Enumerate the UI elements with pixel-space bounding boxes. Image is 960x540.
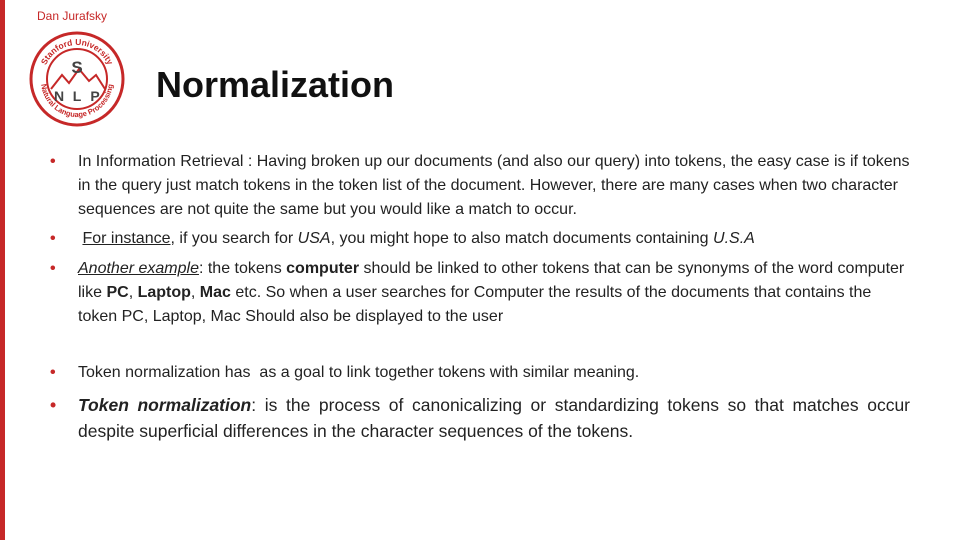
text-run: , if you search for bbox=[170, 230, 298, 247]
lead-phrase: Token normalization bbox=[78, 395, 252, 415]
text-run: , you might hope to also match documents containing bbox=[330, 230, 714, 247]
term-mac: Mac bbox=[199, 284, 231, 301]
term-computer: computer bbox=[286, 260, 360, 277]
left-accent-bar bbox=[0, 0, 5, 540]
term-laptop: Laptop bbox=[137, 284, 191, 301]
term-usa: USA bbox=[297, 230, 331, 247]
svg-text:L: L bbox=[72, 88, 82, 104]
bullet-text: In Information Retrieval : Having broken up our documents (and also our query) into tokens, the easy case is if tokens in the query just match tokens in the token list of the document. However, there are many cases when two character sequences are not quite the same but you would like a match to occur. bbox=[78, 153, 910, 218]
lead-phrase: For instance bbox=[82, 230, 171, 247]
slide-title: Normalization bbox=[156, 64, 395, 105]
bullet-dot: • bbox=[50, 364, 56, 381]
bullet-list bbox=[50, 150, 910, 444]
text-run: : the tokens bbox=[198, 260, 287, 277]
svg-text:Natural Language Processing: Natural Language Processing bbox=[39, 83, 115, 120]
svg-text:N: N bbox=[53, 88, 65, 104]
text-run: should be linked to other tokens that can be synonyms of the word computer like bbox=[78, 260, 905, 301]
stanford-nlp-logo-icon bbox=[29, 31, 125, 127]
bullet-text bbox=[78, 230, 755, 247]
svg-text:S: S bbox=[71, 58, 83, 77]
text-run: , bbox=[128, 284, 138, 301]
bullet-item bbox=[50, 227, 910, 251]
bullet-item bbox=[50, 257, 910, 329]
bullet-text bbox=[78, 395, 910, 441]
bullet-dot: • bbox=[50, 260, 56, 277]
bullet-dot: • bbox=[50, 153, 56, 170]
bullet-item bbox=[50, 150, 910, 222]
term-usa-dots: U.S.A bbox=[713, 230, 755, 247]
bullet-dot: • bbox=[50, 230, 56, 247]
bullet-text: Token normalization has as a goal to link together tokens with similar meaning. bbox=[78, 364, 640, 381]
text-run: etc. So when a user searches for Computer the results of the documents that contains the token PC, Laptop, Mac Should also be displayed to the user bbox=[78, 284, 872, 325]
term-pc: PC bbox=[106, 284, 129, 301]
text-run: , bbox=[190, 284, 200, 301]
bullet-text bbox=[78, 260, 904, 325]
svg-text:Stanford University: Stanford University bbox=[38, 36, 116, 67]
lead-phrase: Another example bbox=[78, 260, 199, 277]
bullet-item bbox=[50, 392, 910, 444]
text-run: : is the process of canonicalizing or standardizing tokens so that matches occur despite superficial differences in the character sequences of the tokens. bbox=[78, 395, 910, 441]
svg-text:P: P bbox=[90, 88, 100, 104]
bullet-item bbox=[50, 361, 910, 385]
author-name: Dan Jurafsky bbox=[37, 9, 108, 23]
bullet-dot: • bbox=[50, 395, 57, 415]
